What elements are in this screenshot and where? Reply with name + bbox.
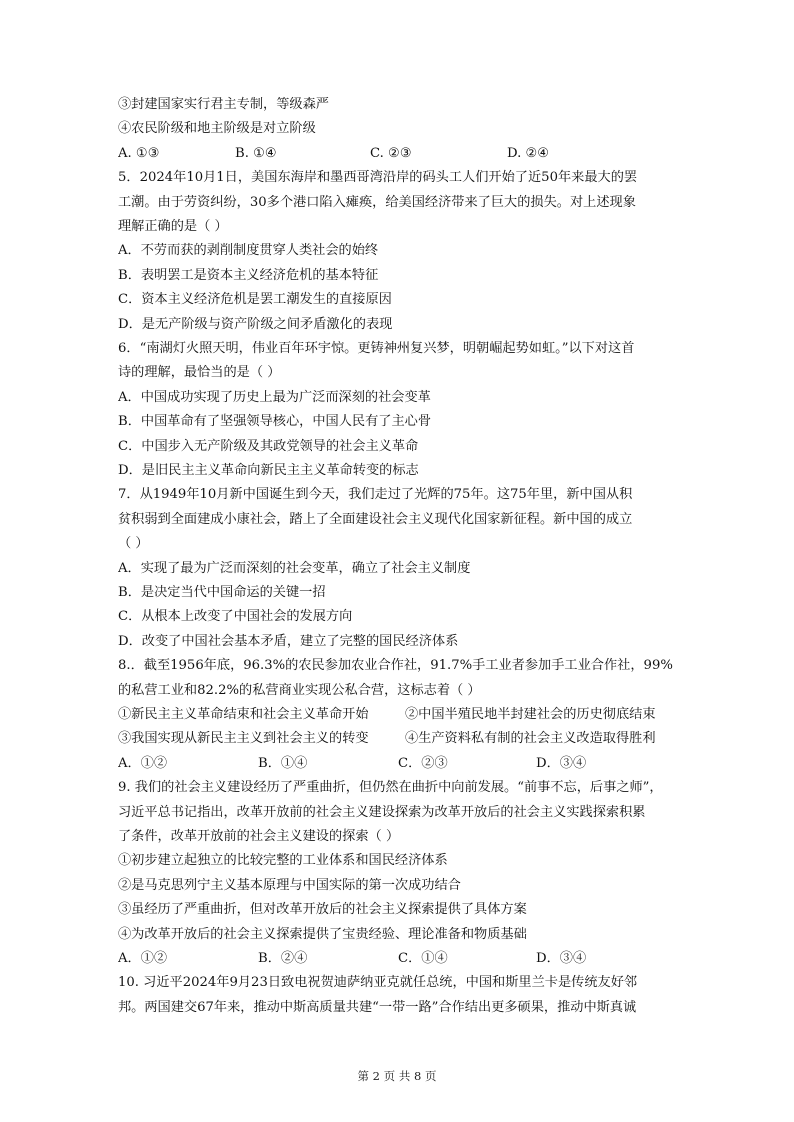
text-line: 邦。两国建交67年来，推动中斯高质量共建“一带一路”合作结出更多硕果，推动中斯真诚 <box>118 999 637 1015</box>
text-line: D．是无产阶级与资产阶级之间矛盾激化的表现 <box>118 316 393 332</box>
answer-option: ①新民主主义革命结束和社会主义革命开始 <box>118 707 369 722</box>
text-line: A．不劳而获的剥削制度贯穿人类社会的始终 <box>118 243 379 259</box>
text-line: B．中国革命有了坚强领导核心，中国人民有了主心骨 <box>118 414 432 430</box>
text-line: B．是决定当代中国命运的关键一招 <box>118 585 326 600</box>
text-line: B．表明罢工是资本主义经济危机的基本特征 <box>118 267 379 283</box>
text-line: 7．从1949年10月新中国诞生到今天，我们走过了光辉的75年。这75年里，新中国从积 <box>118 487 633 503</box>
text-line: 了条件，改革开放前的社会主义建设的探索（ ） <box>118 829 400 844</box>
text-line: 的私营工业和82.2%的私营商业实现公私合营，这标志着（ ） <box>118 682 481 698</box>
option-row <box>118 703 678 727</box>
text-line: ③封建国家实行君主专制，等级森严 <box>118 97 329 112</box>
answer-option: ②中国半殖民地半封建社会的历史彻底结束 <box>405 707 656 722</box>
answer-option: D．③④ <box>536 755 587 771</box>
text-line: 10. 习近平2024年9月23日致电祝贺迪萨纳亚克就任总统，中国和斯里兰卡是传统友好邻 <box>118 975 638 991</box>
text-line: D．改变了中国社会基本矛盾，建立了完整的国民经济体系 <box>118 633 459 649</box>
answer-option: A．①② <box>118 951 168 966</box>
text-line: （ ） <box>118 536 149 552</box>
text-line: 工潮。由于劳资纠纷，30多个港口陷入瘫痪，给美国经济带来了巨大的损失。对上述现象 <box>118 194 636 210</box>
text-line: 贫积弱到全面建成小康社会，踏上了全面建设社会主义现代化国家新征程。新中国的成立 <box>118 511 633 527</box>
option-row <box>118 947 678 971</box>
text-line: A．实现了最为广泛而深刻的社会变革，确立了社会主义制度 <box>118 560 471 576</box>
text-line: 9. 我们的社会主义建设经历了严重曲折，但仍然在曲折中向前发展。“前事不忘，后事之师”， <box>118 780 663 796</box>
text-line: ③虽经历了严重曲折，但对改革开放后的社会主义探索提供了具体方案 <box>118 902 527 918</box>
text-line: 5．2024年10月1日，美国东海岸和墨西哥湾沿岸的码头工人们开始了近50年来最大的罢 <box>118 170 638 186</box>
option-row <box>118 142 678 166</box>
text-line: ④农民阶级和地主阶级是对立阶级 <box>118 121 316 137</box>
text-line: ②是马克思列宁主义基本原理与中国实际的第一次成功结合 <box>118 877 461 893</box>
option-row <box>118 752 678 776</box>
answer-option: C．①④ <box>398 951 448 966</box>
text-line: 诗的理解，最恰当的是（ ） <box>118 365 281 381</box>
answer-option: D．③④ <box>536 951 587 966</box>
answer-option: ③我国实现从新民主主义到社会主义的转变 <box>118 731 369 747</box>
text-line: 8.．截至1956年底，96.3%的农民参加农业合作社，91.7%手工业者参加手工业合作社，99% <box>118 658 673 674</box>
text-line: D．是旧民主主义革命向新民主主义革命转变的标志 <box>118 463 419 478</box>
answer-option: D. ②④ <box>507 145 550 161</box>
text-line: ①初步建立起独立的比较完整的工业体系和国民经济体系 <box>118 853 448 869</box>
answer-option: C. ②③ <box>370 145 412 161</box>
answer-option: ④生产资料私有制的社会主义改造取得胜利 <box>405 731 656 747</box>
text-line: C．从根本上改变了中国社会的发展方向 <box>118 609 353 625</box>
page-footer: 第 2 页 共 8 页 <box>357 1069 437 1083</box>
option-row <box>118 727 678 751</box>
text-line: 理解正确的是（ ） <box>118 219 228 234</box>
text-line: A．中国成功实现了历史上最为广泛而深刻的社会变革 <box>118 389 431 405</box>
answer-option: B. ①④ <box>235 145 277 161</box>
text-line: ④为改革开放后的社会主义探索提供了宝贵经验、理论准备和物质基础 <box>118 926 527 942</box>
answer-option: C．②③ <box>398 755 448 771</box>
text-line: 习近平总书记指出，改革开放前的社会主义建设探索为改革开放后的社会主义实践探索积累 <box>118 804 646 820</box>
answer-option: B．②④ <box>258 951 308 966</box>
answer-option: A．①② <box>118 755 168 771</box>
answer-option: B．①④ <box>258 755 308 771</box>
text-line: 6．“南湖灯火照天明，伟业百年环宇惊。更铸神州复兴梦，明朝崛起势如虹。”以下对这首 <box>118 341 635 356</box>
text-line: C．中国步入无产阶级及其政党领导的社会主义革命 <box>118 438 419 454</box>
answer-option: A. ①③ <box>118 145 160 161</box>
text-line: C．资本主义经济危机是罢工潮发生的直接原因 <box>118 292 392 308</box>
